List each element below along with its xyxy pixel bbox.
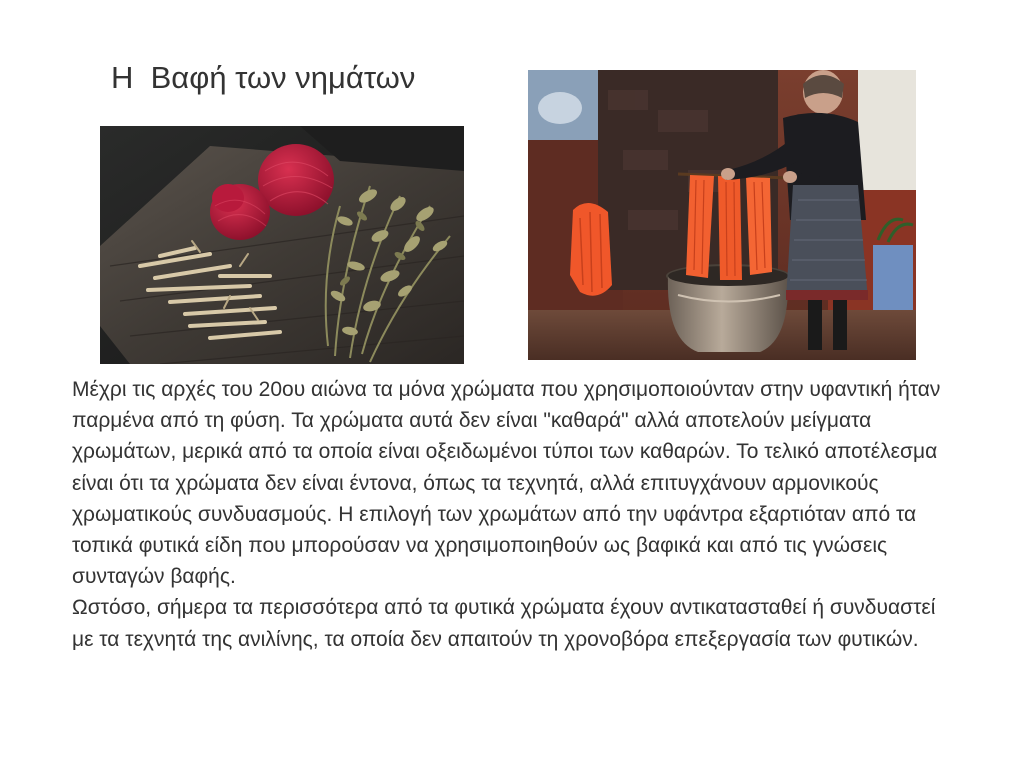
yarn-dyeing-illustration xyxy=(528,70,916,360)
body-text xyxy=(72,374,952,655)
slide-title: Η Βαφή των νημάτων xyxy=(111,60,416,95)
dye-plants-illustration xyxy=(100,126,464,364)
photo-dye-plants-and-yarn xyxy=(100,126,464,364)
paragraph-1: Μέχρι τις αρχές του 20ου αιώνα τα μόνα χρώματα που χρησιμοποιούνταν στην υφαντική ήταν παρμένα από τη φύση. Τα χρώματα αυτά δεν είναι "καθαρά" αλλά αποτελούν μείγματα χρωμάτων, μερικά από τα οποία είναι οξειδωμένοι τύποι των καθαρών. Το τελικό αποτέλεσμα είναι ότι τα χρώματα δεν είναι έντονα, όπως τα τεχνητά, αλλά επιτυγχάνουν αρμονικούς χρωματικούς συνδυασμούς. Η επιλογή των χρωμάτων από την υφάντρα εξαρτιόταν από τα τοπικά φυτικά είδη που μπορούσαν να χρησιμοποιηθούν ως βαφικά και από τις γνώσεις συνταγών βαφής. xyxy=(72,378,941,589)
photo-woman-dyeing-yarn xyxy=(528,70,916,360)
paragraph-2: Ωστόσο, σήμερα τα περισσότερα από τα φυτικά χρώματα έχουν αντικατασταθεί ή συνδυαστεί με τα τεχνητά της ανιλίνης, τα οποία δεν απαιτούν τη χρονοβόρα επεξεργασία των φυτικών. xyxy=(72,596,936,651)
